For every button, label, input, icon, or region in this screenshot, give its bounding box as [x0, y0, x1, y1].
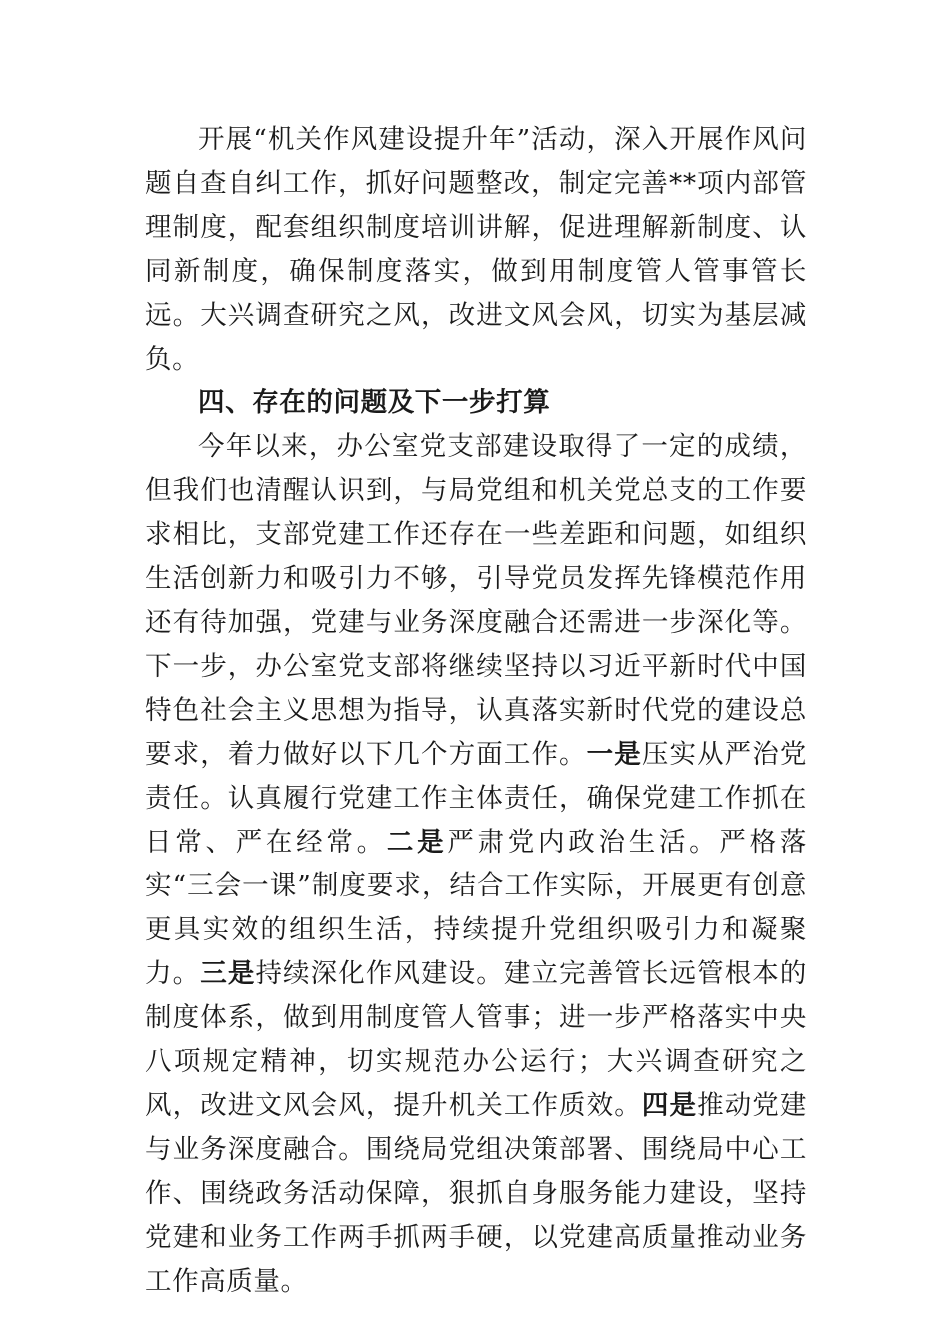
item-3-text: 持续深化作风建设。建立完善管长远管根本的制度体系，做到用制度管人管事；进一步严格落实中央八项规定精神，切实规范办公运行；大兴调查研究之风，改进文风会风，提升机关工作质效。: [145, 958, 808, 1121]
paragraph-next-steps: [145, 425, 807, 1303]
item-2-marker: 二是: [386, 826, 448, 858]
section-heading: [145, 381, 807, 425]
item-3-marker: 三是: [200, 958, 256, 990]
item-4-marker: 四是: [641, 1089, 698, 1121]
item-4-text: 推动党建与业务深度融合。围绕局党组决策部署、围绕局中心工作、围绕政务活动保障，狠抓自身服务能力建设，坚持党建和业务工作两手抓两手硬，以党建高质量推动业务工作高质量。: [145, 1089, 808, 1297]
document-body: [145, 118, 807, 1303]
paragraph-work-style: [145, 118, 807, 381]
item-1-marker: 一是: [586, 738, 642, 770]
paragraph-1-text: 开展“机关作风建设提升年”活动，深入开展作风问题自查自纠工作，抓好问题整改，制定完善**项内部管理制度，配套组织制度培训讲解，促进理解新制度、认同新制度，确保制度落实，做到用制度管人管事管长远。大兴调查研究之风，改进文风会风，切实为基层减负。: [145, 124, 807, 375]
item-2-text: 严肃党内政治生活。严格落实“三会一课”制度要求，结合工作实际，开展更有创意更具实效的组织生活，持续提升党组织吸引力和凝聚力。: [145, 826, 807, 990]
section-heading-text: 四、存在的问题及下一步打算: [198, 387, 551, 419]
item-1-text: 压实从严治党责任。认真履行党建工作主体责任，确保党建工作抓在日常、严在经常。: [145, 738, 807, 858]
paragraph-2-intro: 今年以来，办公室党支部建设取得了一定的成绩，但我们也清醒认识到，与局党组和机关党总支的工作要求相比，支部党建工作还存在一些差距和问题，如组织生活创新力和吸引力不够，引导党员发挥先锋模范作用还有待加强，党建与业务深度融合还需进一步深化等。下一步，办公室党支部将继续坚持以习近平新时代中国特色社会主义思想为指导，认真落实新时代党的建设总要求，着力做好以下几个方面工作。: [145, 431, 807, 770]
